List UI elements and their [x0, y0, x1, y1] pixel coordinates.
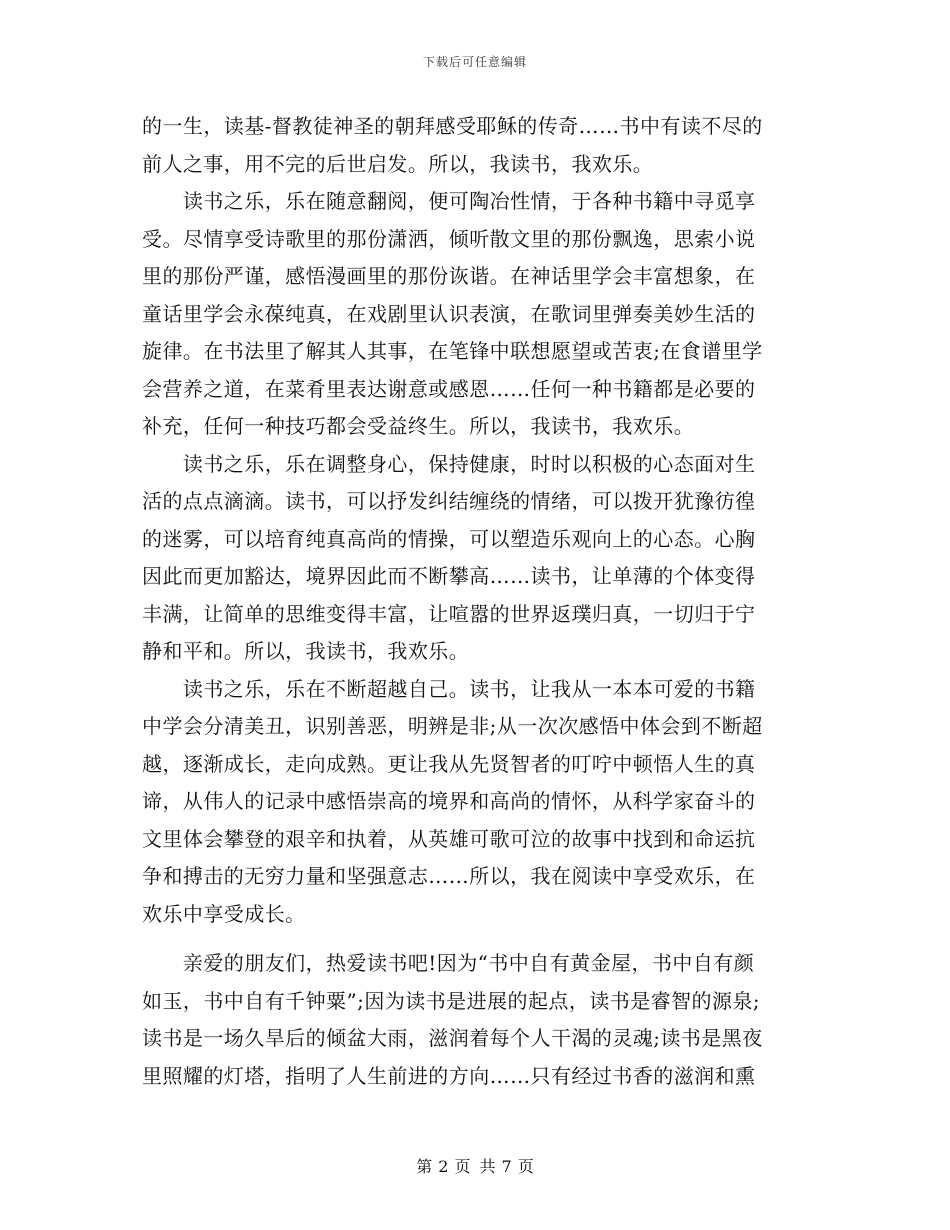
text-line: 静和平和。所以，我读书，我欢乐。: [142, 639, 470, 663]
text-line: 会营养之道，在菜肴里表达谢意或感恩……任何一种书籍都是必要的: [142, 376, 756, 401]
page-footer: [0, 1154, 950, 1177]
text-line: 读书之乐，乐在调整身心，保持健康，时时以积极的心态面对生: [142, 451, 756, 476]
text-line: 补充，任何一种技巧都会受益终生。所以，我读书，我欢乐。: [142, 414, 695, 438]
total-page-count: 7: [501, 1157, 512, 1176]
text-line: 因此而更加豁达，境界因此而不断攀高……读书，让单薄的个体变得: [142, 564, 756, 588]
text-line: 前人之事，用不完的后世启发。所以，我读书，我欢乐。: [142, 151, 654, 176]
text-line: 如玉，书中自有千钟粟”;因为读书是进展的起点，读书是睿智的源泉;: [142, 988, 761, 1013]
text-line: 文里体会攀登的艰辛和执着，从英雄可歌可泣的故事中找到和命运抗: [142, 826, 756, 851]
text-line: 读书是一场久旱后的倾盆大雨，滋润着每个人干渴的灵魂;读书是黑夜: [142, 1026, 763, 1050]
page-number-prefix: 第: [416, 1157, 433, 1176]
text-line: 活的点点滴滴。读书，可以抒发纠结缠绕的情绪，可以拨开犹豫彷徨: [142, 489, 756, 513]
text-line: 争和搏击的无穷力量和坚强意志……所以，我在阅读中享受欢乐，在: [142, 864, 756, 888]
text-line: 欢乐中享受成长。: [142, 901, 306, 926]
text-line: 谛，从伟人的记录中感悟崇高的境界和高尚的情怀，从科学家奋斗的: [142, 789, 756, 813]
text-line: 亲爱的朋友们，热爱读书吧!因为“书中自有黄金屋，书中自有颜: [142, 951, 755, 975]
text-line: 读书之乐，乐在不断超越自己。读书，让我从一本本可爱的书籍: [142, 676, 756, 701]
text-line: 越，逐渐成长，走向成熟。更让我从先贤智者的叮咛中顿悟人生的真: [142, 751, 756, 776]
page-number-suffix: 页: [517, 1157, 534, 1176]
text-line: 中学会分清美丑，识别善恶，明辨是非;从一次次感悟中体会到不断超: [142, 714, 763, 738]
document-body: [142, 108, 810, 1095]
text-line: 受。尽情享受诗歌里的那份潇洒，倾听散文里的那份飘逸，思索小说: [142, 226, 756, 251]
paragraph-gap: [142, 933, 810, 945]
text-line: 旋律。在书法里了解其人其事，在笔锋中联想愿望或苦衷;在食谱里学: [142, 339, 763, 363]
text-line: 童话里学会永葆纯真，在戏剧里认识表演，在歌词里弹奏美妙生活的: [142, 301, 756, 326]
text-line: 里照耀的灯塔，指明了人生前进的方向……只有经过书香的滋润和熏: [142, 1063, 756, 1088]
page-header: 下载后可任意编辑: [422, 55, 527, 69]
text-line: 里的那份严谨，感悟漫画里的那份诙谐。在神话里学会丰富想象，在: [142, 264, 756, 288]
text-line: 的一生，读基-督教徒神圣的朝拜感受耶稣的传奇……书中有读不尽的: [142, 114, 763, 138]
current-page-number: 2: [438, 1157, 449, 1176]
text-line: 的迷雾，可以培育纯真高尚的情操，可以塑造乐观向上的心态。心胸: [142, 526, 756, 551]
text-line: 丰满，让简单的思维变得丰富，让喧嚣的世界返璞归真，一切归于宁: [142, 601, 756, 626]
page-number-middle: 页 共: [454, 1157, 496, 1176]
text-line: 读书之乐，乐在随意翻阅，便可陶冶性情，于各种书籍中寻觅享: [142, 189, 756, 213]
